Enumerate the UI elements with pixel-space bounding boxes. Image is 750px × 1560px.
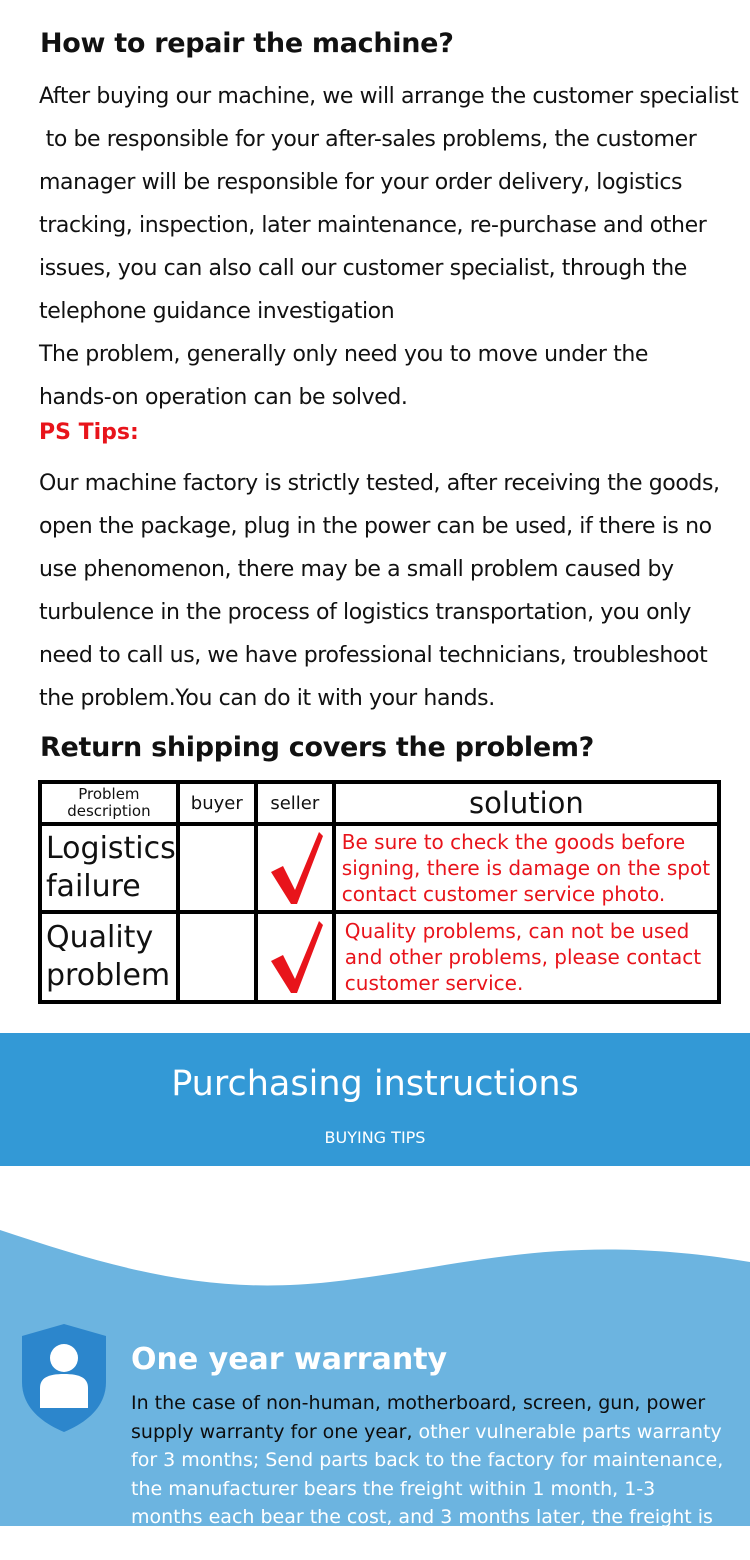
text-line: to be responsible for your after-sales problems, the customer <box>39 127 697 152</box>
header-text: Problem <box>78 785 140 803</box>
solution-cell <box>334 912 719 1002</box>
header-buyer: buyer <box>178 782 256 824</box>
table-row <box>40 912 719 1002</box>
header-problem-description <box>40 782 178 824</box>
repair-paragraph <box>39 75 744 419</box>
text-line: open the package, plug in the power can be used, if there is no <box>39 514 712 539</box>
table-row <box>40 824 719 912</box>
warranty-title: One year warranty <box>131 1342 448 1377</box>
text-line: turbulence in the process of logistics transportation, you only <box>39 600 692 625</box>
header-solution: solution <box>334 782 719 824</box>
tips-paragraph <box>39 462 744 720</box>
problem-text: Quality <box>46 920 154 955</box>
text-line: need to call us, we have professional technicians, troubleshoot <box>39 643 708 668</box>
warranty-text-dark: In the case of non-human, motherboard, screen, gun, power supply warranty for one year, <box>131 1392 706 1443</box>
red-check-icon <box>265 826 325 906</box>
solution-text: signing, there is damage on the spot <box>341 856 711 880</box>
text-line: Our machine factory is strictly tested, after receiving the goods, <box>39 471 720 496</box>
text-line: the problem.You can do it with your hands. <box>39 686 495 711</box>
solution-text: contact customer service photo. <box>341 882 666 906</box>
problem-cell <box>40 912 178 1002</box>
seller-cell <box>256 912 334 1002</box>
text-line: manager will be responsible for your order delivery, logistics <box>39 170 683 195</box>
buyer-cell <box>178 824 256 912</box>
table-header-row <box>40 782 719 824</box>
problem-text: Logistics <box>46 831 176 866</box>
solution-cell <box>334 824 719 912</box>
text-line: The problem, generally only need you to move under the <box>39 342 649 367</box>
text-line: hands-on operation can be solved. <box>39 385 408 410</box>
warranty-text-highlight: other vulnerable parts warranty for 3 months; Send parts back to the factory for maintenance, the manufacturer bears the freight within 1 month, 1-3 months each bear the cost, and 3 months later, the freight is borne by <box>131 1420 724 1557</box>
seller-cell <box>256 824 334 912</box>
return-shipping-title: Return shipping covers the problem? <box>40 732 595 763</box>
solution-text: Quality problems, can not be used <box>344 919 690 943</box>
text-line: issues, you can also call our customer specialist, through the <box>39 256 687 281</box>
text-line: After buying our machine, we will arrange the customer specialist <box>39 84 739 109</box>
solution-text: customer service. <box>344 971 524 995</box>
purchasing-title: Purchasing instructions <box>171 1064 579 1104</box>
return-shipping-table <box>38 780 721 1004</box>
problem-cell <box>40 824 178 912</box>
repair-title: How to repair the machine? <box>40 28 454 59</box>
ps-tips-label: PS Tips: <box>39 420 139 445</box>
buyer-cell <box>178 912 256 1002</box>
problem-text: problem <box>46 958 171 993</box>
text-line: telephone guidance investigation <box>39 299 395 324</box>
solution-text: Be sure to check the goods before <box>341 830 686 854</box>
user-shield-icon <box>18 1322 110 1434</box>
red-check-icon <box>265 915 325 995</box>
text-line: tracking, inspection, later maintenance, re-purchase and other <box>39 213 707 238</box>
header-seller: seller <box>256 782 334 824</box>
warranty-text <box>131 1389 731 1560</box>
purchasing-subtitle: BUYING TIPS <box>324 1128 426 1147</box>
text-line: use phenomenon, there may be a small problem caused by <box>39 557 674 582</box>
header-text: description <box>67 802 151 820</box>
problem-text: failure <box>46 869 141 904</box>
solution-text: and other problems, please contact <box>344 945 702 969</box>
